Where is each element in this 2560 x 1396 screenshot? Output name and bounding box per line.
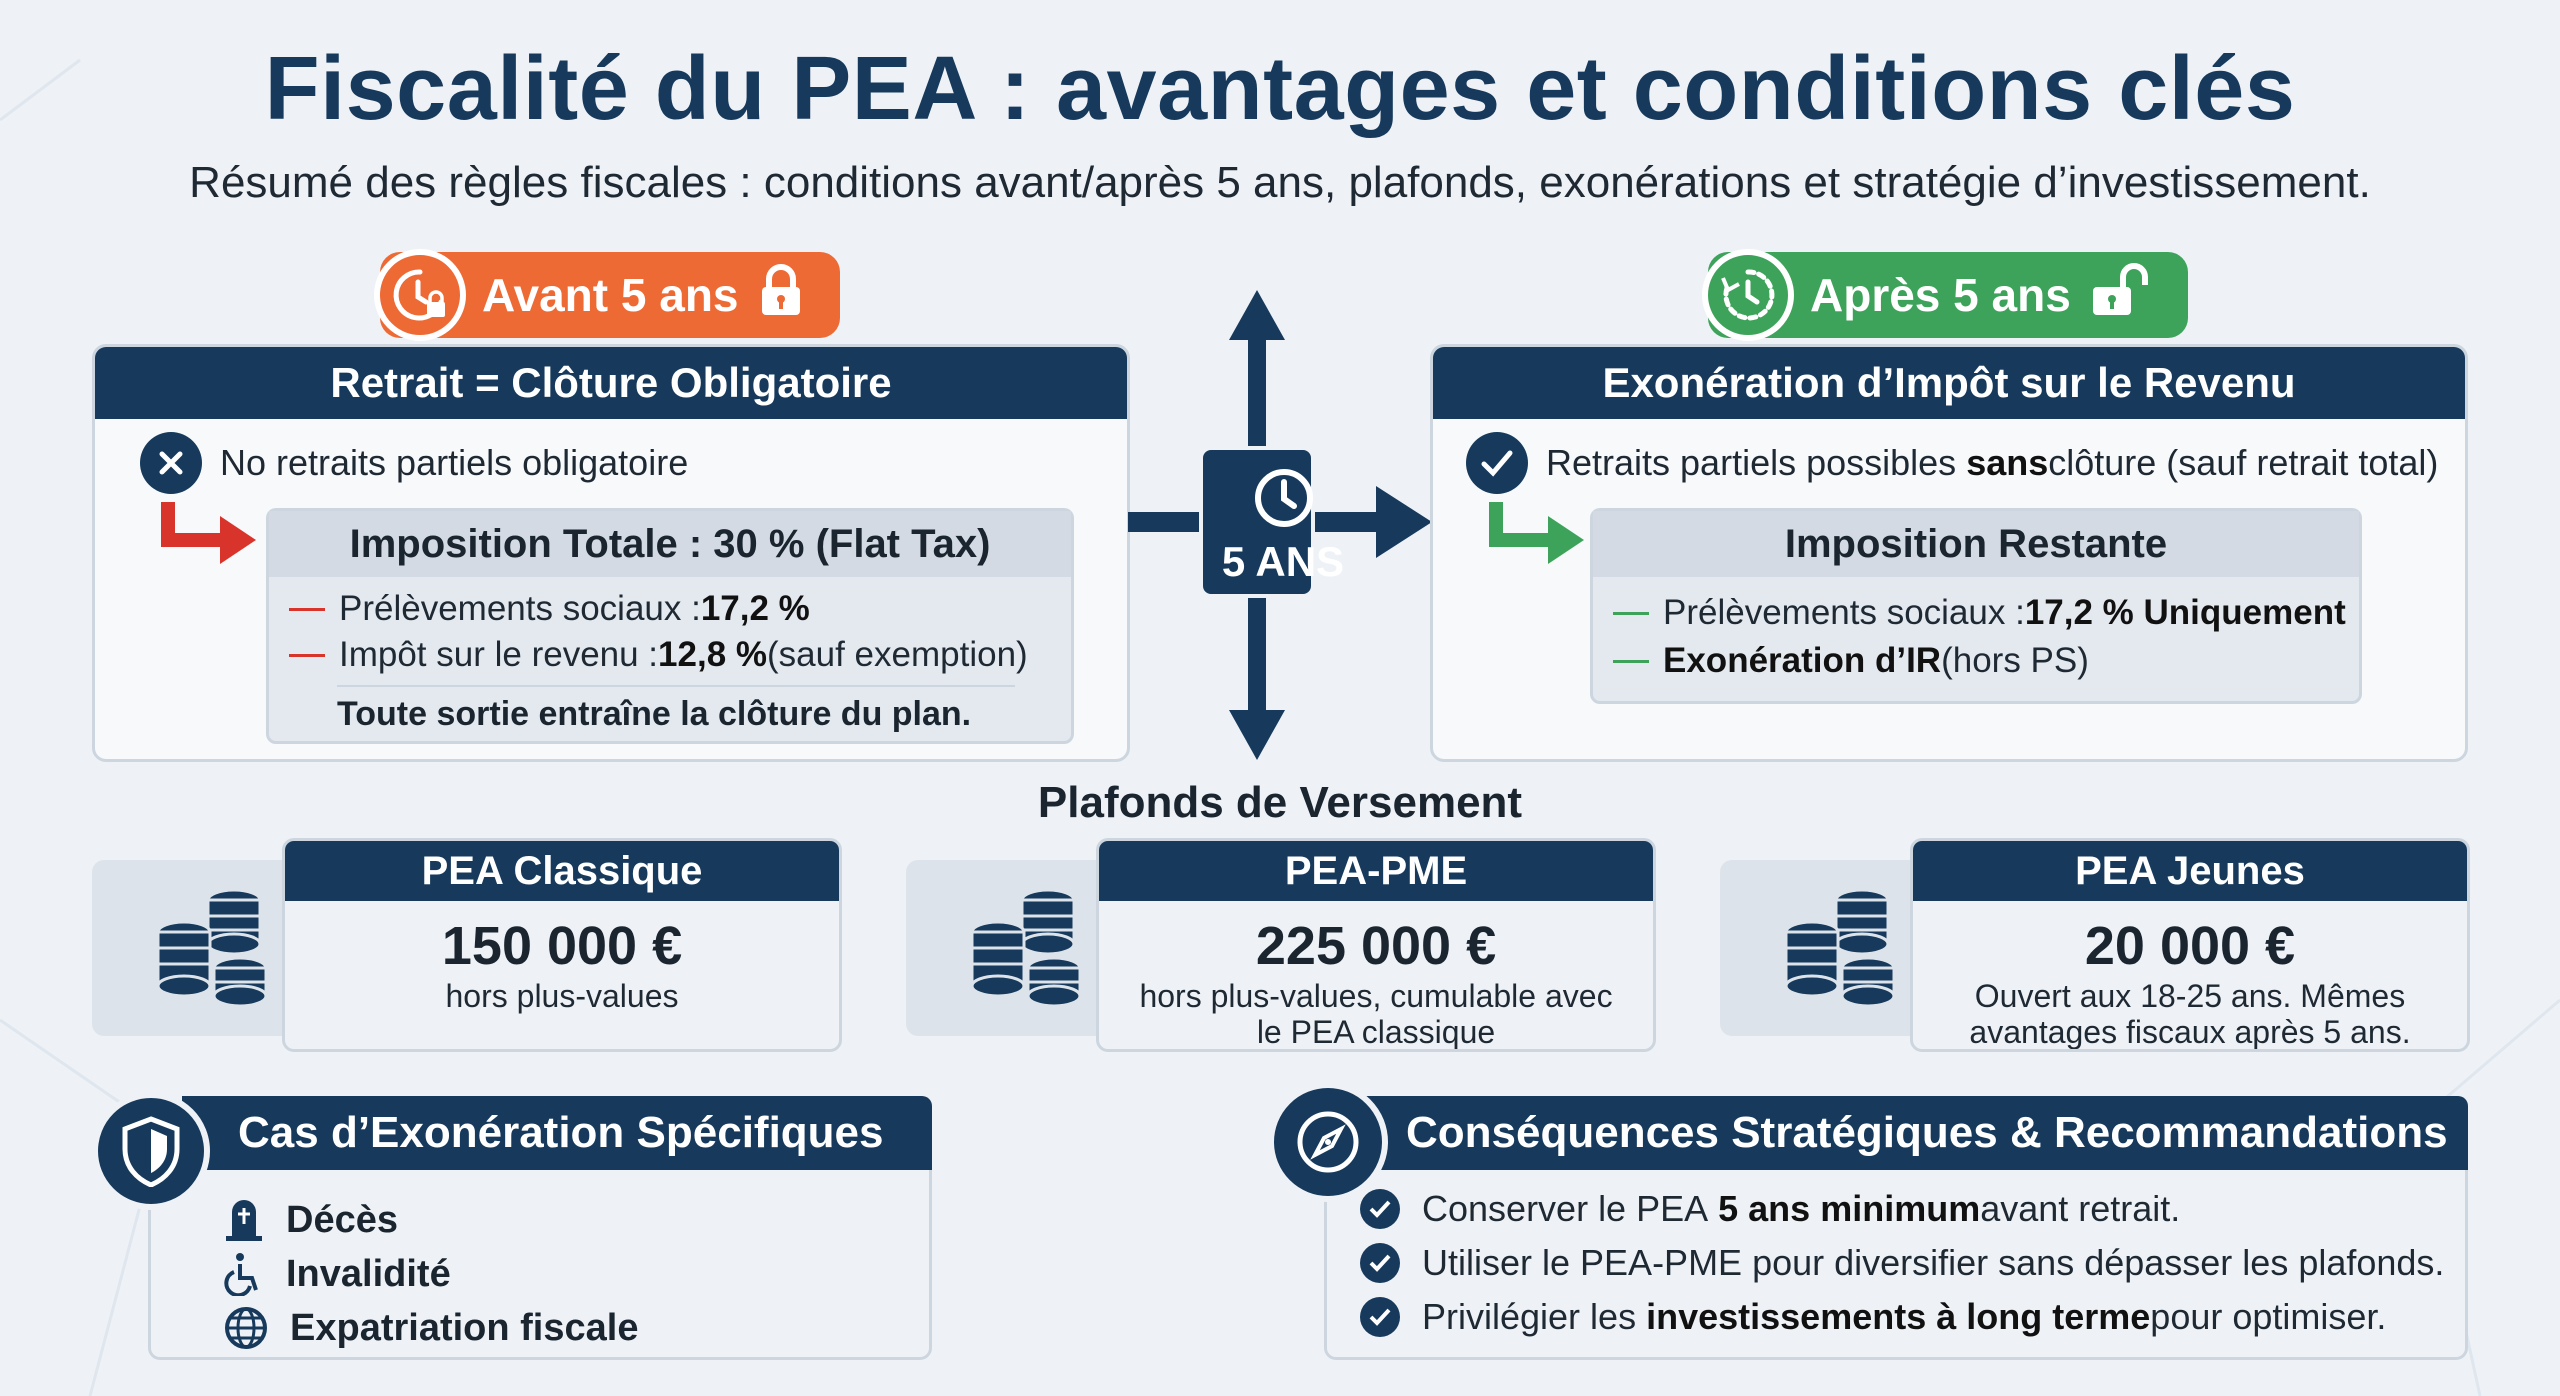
plafond-desc-line1: hors plus-values, cumulable avec — [1139, 978, 1613, 1014]
cons-item-3 — [1360, 1296, 2386, 1338]
plafond-card-classique — [92, 838, 842, 1052]
exo-item-label: Expatriation fiscale — [290, 1306, 639, 1349]
x-icon — [140, 432, 202, 494]
red-arrow-icon — [160, 500, 260, 570]
avant-line-ps-value: 17,2 % — [700, 589, 810, 628]
avant-line-ir-label: Impôt sur le revenu : — [339, 635, 659, 674]
exo-item-deces — [224, 1198, 398, 1242]
green-arrow-icon — [1488, 500, 1588, 570]
tombstone-icon — [224, 1198, 264, 1242]
plafonds-title: Plafonds de Versement — [1037, 778, 1523, 827]
apres-pill-label: Après 5 ans — [1810, 269, 2071, 321]
exo-item-invalidite — [224, 1252, 451, 1296]
shield-icon — [92, 1092, 210, 1210]
avant-note: Toute sortie entraîne la clôture du plan. — [337, 695, 972, 733]
compass-icon — [1268, 1082, 1388, 1202]
apres-point — [1466, 432, 2438, 494]
cons-item-3-a: Privilégier les — [1422, 1296, 1637, 1337]
apres-5-ans-pill — [1708, 252, 2188, 338]
cons-item-1-b: 5 ans minimum — [1718, 1188, 1981, 1229]
apres-line-ps — [1613, 593, 2359, 633]
exoneration-section — [92, 1092, 932, 1360]
center-label: 5 ANS — [1221, 538, 1345, 585]
page-title: Fiscalité du PEA : avantages et conditions clés — [264, 39, 2296, 139]
clock-lock-icon — [374, 249, 466, 341]
cons-item-1-c: avant retrait. — [1980, 1188, 2181, 1229]
plafond-amount: 20 000 € — [2084, 916, 2296, 976]
avant-panel-header: Retrait = Clôture Obligatoire — [95, 347, 1127, 419]
apres-imposition-title: Imposition Restante — [1593, 511, 2359, 577]
page-subtitle: Résumé des règles fiscales : conditions avant/après 5 ans, plafonds, exonérations et stratégie d’investissement. — [189, 158, 2371, 207]
plafond-name: PEA Classique — [285, 841, 839, 901]
apres-line-ir-bold: Exonération d’IR — [1663, 641, 1942, 680]
clock-arrow-icon — [1702, 249, 1794, 341]
plafond-amount: 225 000 € — [1255, 916, 1497, 976]
apres-line-ir — [1613, 641, 2359, 681]
avant-line-ir-suffix: (sauf exemption) — [767, 635, 1028, 674]
plafond-desc-line1: Ouvert aux 18-25 ans. Mêmes — [1974, 978, 2406, 1014]
avant-line-ps — [289, 589, 1071, 629]
exo-item-expatriation — [224, 1306, 638, 1350]
apres-line-ps-value: 17,2 % Uniquement — [2024, 593, 2346, 632]
cons-item-3-c: pour optimiser. — [2150, 1296, 2387, 1337]
avant-imposition-title: Imposition Totale : 30 % (Flat Tax) — [269, 511, 1071, 577]
cons-item-1-a: Conserver le PEA — [1422, 1188, 1709, 1229]
avant-line-ir-value: 12,8 % — [658, 635, 768, 674]
clock-icon — [1252, 466, 1316, 535]
plafond-desc: hors plus-values — [445, 978, 679, 1014]
globe-icon — [224, 1306, 268, 1350]
cons-item-2-text: Utiliser le PEA-PME pour diversifier sans dépasser les plafonds. — [1422, 1242, 2445, 1283]
exo-item-label: Décès — [286, 1198, 398, 1241]
consequences-title: Conséquences Stratégiques & Recommandations — [1358, 1096, 2468, 1170]
unlock-icon — [2091, 263, 2151, 328]
avant-line-ir — [289, 635, 1071, 675]
plafond-card-jeunes — [1720, 838, 2470, 1052]
plafond-card-pme — [906, 838, 1656, 1052]
plafond-name: PEA-PME — [1099, 841, 1653, 901]
plafond-desc-line2: avantages fiscaux après 5 ans. — [1969, 1014, 2411, 1050]
check-icon — [1360, 1243, 1400, 1283]
plafond-card-body — [282, 838, 842, 1052]
check-icon — [1466, 432, 1528, 494]
lock-icon — [759, 263, 803, 328]
apres-imposition-box — [1590, 508, 2362, 704]
apres-point-bold: sans — [1966, 442, 2049, 483]
apres-line-ir-suffix: (hors PS) — [1941, 641, 2089, 680]
plafond-card-body — [1910, 838, 2470, 1052]
plafond-desc-line2: le PEA classique — [1256, 1014, 1496, 1050]
apres-panel-header: Exonération d’Impôt sur le Revenu — [1433, 347, 2465, 419]
avant-line-ps-label: Prélèvements sociaux : — [339, 589, 701, 628]
avant-imposition-box — [266, 508, 1074, 744]
exoneration-title: Cas d’Exonération Spécifiques — [182, 1096, 932, 1170]
plafond-card-body — [1096, 838, 1656, 1052]
check-icon — [1360, 1189, 1400, 1229]
cons-item-3-b: investissements à long terme — [1646, 1296, 2151, 1337]
exo-item-label: Invalidité — [286, 1252, 451, 1295]
apres-point-prefix: Retraits partiels possibles — [1546, 442, 1957, 483]
avant-5-ans-pill — [380, 252, 840, 338]
plafond-name: PEA Jeunes — [1913, 841, 2467, 901]
cons-item-2 — [1360, 1242, 2444, 1284]
avant-point — [140, 432, 688, 494]
avant-pill-label: Avant 5 ans — [482, 269, 739, 321]
plafond-amount: 150 000 € — [441, 916, 683, 976]
check-icon — [1360, 1297, 1400, 1337]
apres-line-ps-label: Prélèvements sociaux : — [1663, 593, 2025, 632]
wheelchair-icon — [224, 1252, 264, 1296]
cons-item-1 — [1360, 1188, 2180, 1230]
consequences-section — [1268, 1082, 2468, 1360]
apres-point-suffix: clôture (sauf retrait total) — [2048, 442, 2439, 483]
avant-point-text: No retraits partiels obligatoire — [220, 442, 689, 483]
